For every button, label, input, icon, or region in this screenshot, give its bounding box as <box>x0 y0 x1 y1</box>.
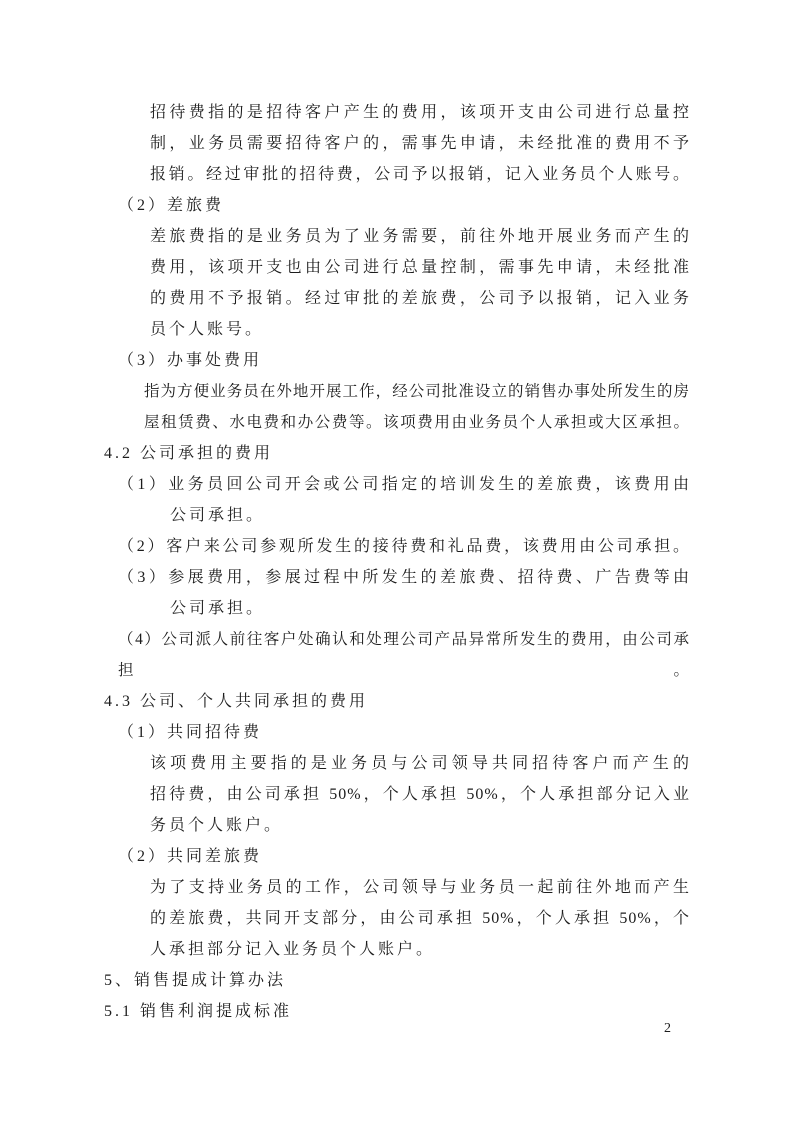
section-heading: 5.1 销售利润提成标准 <box>104 1003 293 1020</box>
body-line: 的差旅费，共同开支部分，由公司承担 50%，个人承担 50%，个 <box>150 910 690 927</box>
list-item-heading: （1）共同招待费 <box>118 724 263 741</box>
continuation-line: 公司承担。 <box>170 507 266 524</box>
section-heading: 4.2 公司承担的费用 <box>104 445 274 462</box>
body-line: 指为方便业务员在外地开展工作，经公司批准设立的销售办事处所发生的房 <box>144 383 690 400</box>
body-line: 屋租赁费、水电费和办公费等。该项费用由业务员个人承担或大区承担。 <box>144 414 690 431</box>
section-heading: 5、销售提成计算办法 <box>104 972 287 989</box>
body-line: 报销。经过审批的招待费，公司予以报销，记入业务员个人账号。 <box>150 166 690 183</box>
list-item-heading: （3）办事处费用 <box>118 352 263 369</box>
list-item-line: （2）客户来公司参观所发生的接待费和礼品费，该费用由公司承担。 <box>118 538 690 555</box>
body-line: 制，业务员需要招待客户的，需事先申请，未经批准的费用不予 <box>150 135 690 152</box>
section-heading: 4.3 公司、个人共同承担的费用 <box>104 693 369 710</box>
list-item-line: （4）公司派人前往客户处确认和处理公司产品异常所发生的费用，由公司承担。 <box>118 631 690 679</box>
body-line: 员个人账号。 <box>150 321 265 338</box>
body-line: 为了支持业务员的工作，公司领导与业务员一起前往外地而产生 <box>150 879 690 896</box>
list-item-heading: （2）共同差旅费 <box>118 848 263 865</box>
body-line: 费用，该项开支也由公司进行总量控制，需事先申请，未经批准 <box>150 259 690 276</box>
list-item-line: （3）参展费用，参展过程中所发生的差旅费、招待费、广告费等由 <box>118 569 690 586</box>
continuation-line: 公司承担。 <box>170 600 266 617</box>
body-line: 招待费指的是招待客户产生的费用，该项开支由公司进行总量控 <box>150 104 690 121</box>
body-line: 招待费，由公司承担 50%，个人承担 50%，个人承担部分记入业 <box>150 786 690 803</box>
body-line: 差旅费指的是业务员为了业务需要，前往外地开展业务而产生的 <box>150 228 690 245</box>
body-line: 的费用不予报销。经过审批的差旅费，公司予以报销，记入业务 <box>150 290 690 307</box>
list-item-heading: （2）差旅费 <box>118 197 225 214</box>
body-line: 人承担部分记入业务员个人账户。 <box>150 941 436 958</box>
list-item-line: （1）业务员回公司开会或公司指定的培训发生的差旅费，该费用由 <box>118 476 690 493</box>
page-number: 2 <box>664 1021 671 1036</box>
body-line: 务员个人账户。 <box>150 817 284 834</box>
body-line: 该项费用主要指的是业务员与公司领导共同招待客户而产生的 <box>150 755 690 772</box>
